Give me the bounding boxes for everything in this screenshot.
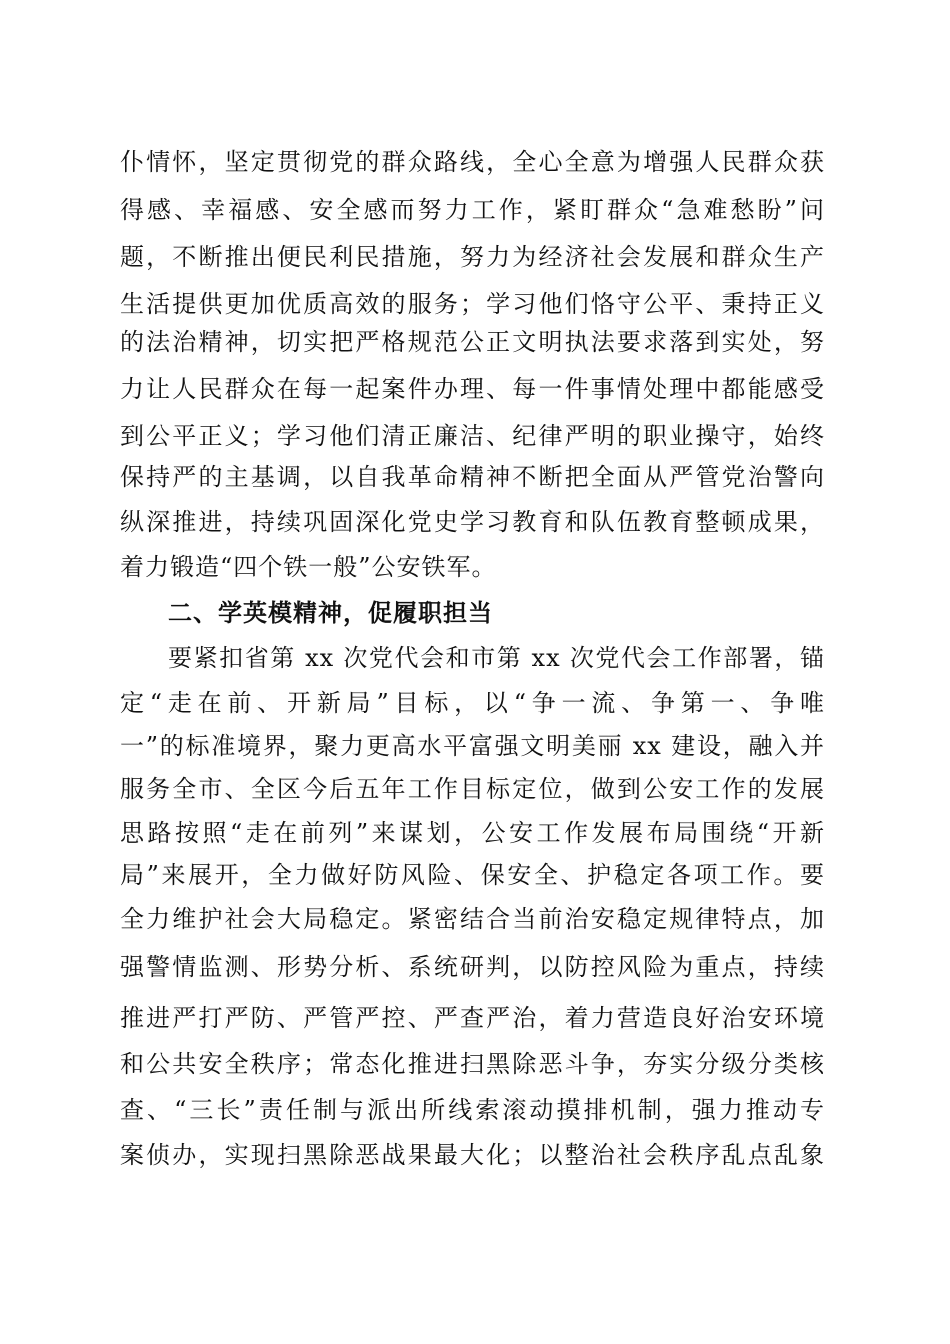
paragraph-line: 强警情监测、形势分析、系统研判，以防控风险为重点，持续 (120, 953, 825, 981)
paragraph-line: 题，不断推出便民利民措施，努力为经济社会发展和群众生产 (120, 243, 825, 271)
paragraph-line: 要紧扣省第 xx 次党代会和市第 xx 次党代会工作部署，锚 (168, 644, 825, 672)
paragraph-line: 推进严打严防、严管严控、严查严治，着力营造良好治安环境 (120, 1004, 825, 1032)
paragraph-line: 到公平正义；学习他们清正廉洁、纪律严明的职业操守，始终 (120, 422, 825, 450)
section-heading: 二、学英模精神，促履职担当 (168, 599, 493, 627)
paragraph-line: 一”的标准境界，聚力更高水平富强文明美丽 xx 建设，融入并 (120, 732, 825, 760)
paragraph-line: 思路按照“走在前列”来谋划，公安工作发展布局围绕“开新 (120, 819, 825, 847)
paragraph-line: 案侦办，实现扫黑除恶战果最大化；以整治社会秩序乱点乱象 (120, 1141, 825, 1169)
paragraph-line: 生活提供更加优质高效的服务；学习他们恪守公平、秉持正义 (120, 290, 825, 318)
paragraph-line: 局”来展开，全力做好防风险、保安全、护稳定各项工作。要 (120, 861, 825, 889)
paragraph-line: 服务全市、全区今后五年工作目标定位，做到公安工作的发展 (120, 775, 825, 803)
paragraph-line: 得感、幸福感、安全感而努力工作，紧盯群众“急难愁盼”问 (120, 196, 825, 224)
paragraph-line: 力让人民群众在每一起案件办理、每一件事情处理中都能感受 (120, 375, 825, 403)
paragraph-line: 着力锻造“四个铁一般”公安铁军。 (120, 553, 497, 581)
paragraph-line: 的法治精神，切实把严格规范公正文明执法要求落到实处，努 (120, 328, 825, 356)
paragraph-line: 纵深推进，持续巩固深化党史学习教育和队伍教育整顿成果， (120, 508, 825, 536)
paragraph-line: 定“走在前、开新局”目标，以“争一流、争第一、争唯 (120, 689, 825, 717)
paragraph-line: 全力维护社会大局稳定。紧密结合当前治安稳定规律特点，加 (120, 905, 825, 933)
paragraph-line: 仆情怀，坚定贯彻党的群众路线，全心全意为增强人民群众获 (120, 148, 825, 176)
paragraph-line: 和公共安全秩序；常态化推进扫黑除恶斗争，夯实分级分类核 (120, 1050, 825, 1078)
paragraph-line: 查、“三长”责任制与派出所线索滚动摸排机制，强力推动专 (120, 1096, 825, 1124)
paragraph-line: 保持严的主基调，以自我革命精神不断把全面从严管党治警向 (120, 463, 825, 491)
